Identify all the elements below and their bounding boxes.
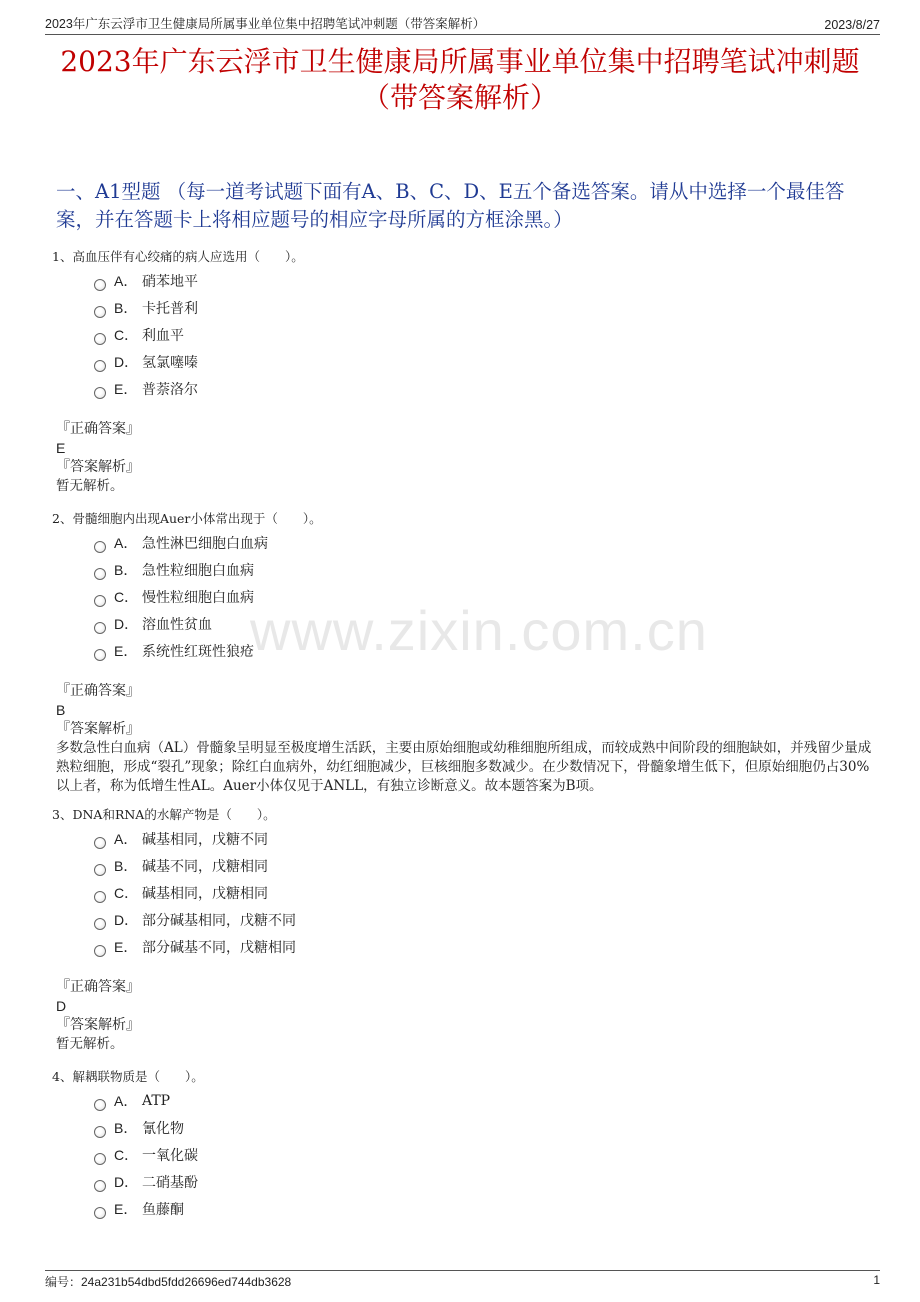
explain-label: 『答案解析』 (56, 1017, 140, 1033)
option-list (52, 825, 880, 960)
header-doc-title: 2023年广东云浮市卫生健康局所属事业单位集中招聘笔试冲刺题（带答案解析） (45, 17, 486, 31)
option-c[interactable]: C． 慢性粒细胞白血病 (94, 583, 880, 610)
answer-value: D (56, 998, 67, 1014)
answer-value: B (56, 702, 66, 718)
option-e[interactable]: E． 鱼藤酮 (94, 1195, 880, 1222)
question-3 (52, 807, 880, 1054)
page-footer (45, 1270, 880, 1291)
option-d[interactable]: D． 氢氯噻嗪 (94, 348, 880, 375)
answer-label: 『正确答案』 (56, 683, 140, 699)
radio-icon[interactable] (94, 622, 106, 634)
question-stem: 3、DNA和RNA的水解产物是（ ）。 (52, 807, 276, 822)
answer-block (56, 420, 880, 496)
question-stem: 1、高血压伴有心绞痛的病人应选用（ ）。 (52, 249, 304, 264)
radio-icon[interactable] (94, 649, 106, 661)
option-list (52, 529, 880, 664)
option-b[interactable]: B． 碱基不同，戊糖相同 (94, 852, 880, 879)
option-c[interactable]: C． 碱基相同，戊糖相同 (94, 879, 880, 906)
option-a[interactable]: A． 碱基相同，戊糖不同 (94, 825, 880, 852)
question-2 (52, 511, 880, 796)
radio-icon[interactable] (94, 945, 106, 957)
document-id: 编号：24a231b54dbd5fdd26696ed744db3628 (45, 1275, 292, 1289)
option-d[interactable]: D． 溶血性贫血 (94, 610, 880, 637)
page-number: 1 (873, 1273, 880, 1287)
page-title: 2023年广东云浮市卫生健康局所属事业单位集中招聘笔试冲刺题（带答案解析） (60, 45, 860, 114)
radio-icon[interactable] (94, 1099, 106, 1111)
watermark: www.zixin.com.cn (250, 599, 708, 662)
explanation: 暂无解析。 (56, 1036, 124, 1052)
question-stem: 2、骨髓细胞内出现Auer小体常出现于（ ）。 (52, 511, 322, 526)
option-list (52, 1087, 880, 1222)
explain-label: 『答案解析』 (56, 721, 140, 737)
radio-icon[interactable] (94, 918, 106, 930)
radio-icon[interactable] (94, 360, 106, 372)
option-e[interactable]: E． 系统性红斑性狼疮 (94, 637, 880, 664)
option-d[interactable]: D． 部分碱基相同，戊糖不同 (94, 906, 880, 933)
question-1 (52, 249, 880, 496)
radio-icon[interactable] (94, 306, 106, 318)
explanation: 多数急性白血病（AL）骨髓象呈明显至极度增生活跃，主要由原始细胞或幼稚细胞所组成，而较成熟中间阶段的细胞缺如，并残留少量成熟粒细胞，形成“裂孔”现象；除红白血病外，幼红细胞减少，巨核细胞多数减少。在少数情况下，骨髓象增生低下，但原始细胞仍占30%以上者，称为低增生性AL。Auer小体仅见于ANLL，有独立诊断意义。故本题答案为B项。 (56, 740, 872, 794)
question-stem: 4、解耦联物质是（ ）。 (52, 1069, 204, 1084)
option-a[interactable]: A． 硝苯地平 (94, 267, 880, 294)
radio-icon[interactable] (94, 837, 106, 849)
question-4 (52, 1069, 880, 1222)
radio-icon[interactable] (94, 1153, 106, 1165)
option-list (52, 267, 880, 402)
option-b[interactable]: B． 急性粒细胞白血病 (94, 556, 880, 583)
radio-icon[interactable] (94, 541, 106, 553)
option-a[interactable]: A． ATP (94, 1087, 880, 1114)
radio-icon[interactable] (94, 333, 106, 345)
radio-icon[interactable] (94, 279, 106, 291)
radio-icon[interactable] (94, 891, 106, 903)
option-e[interactable]: E． 普萘洛尔 (94, 375, 880, 402)
radio-icon[interactable] (94, 864, 106, 876)
radio-icon[interactable] (94, 595, 106, 607)
option-c[interactable]: C． 一氧化碳 (94, 1141, 880, 1168)
page-header (45, 12, 880, 35)
option-c[interactable]: C． 利血平 (94, 321, 880, 348)
option-a[interactable]: A． 急性淋巴细胞白血病 (94, 529, 880, 556)
answer-value: E (56, 440, 66, 456)
radio-icon[interactable] (94, 387, 106, 399)
radio-icon[interactable] (94, 568, 106, 580)
radio-icon[interactable] (94, 1207, 106, 1219)
option-e[interactable]: E． 部分碱基不同，戊糖相同 (94, 933, 880, 960)
explain-label: 『答案解析』 (56, 459, 140, 475)
section-heading: 一、A1型题 （每一道考试题下面有A、B、C、D、E五个备选答案。请从中选择一个最佳答案，并在答题卡上将相应题号的相应字母所属的方框涂黑。） (56, 180, 845, 231)
header-date: 2023/8/27 (824, 18, 880, 32)
explanation: 暂无解析。 (56, 478, 124, 494)
option-d[interactable]: D． 二硝基酚 (94, 1168, 880, 1195)
radio-icon[interactable] (94, 1126, 106, 1138)
option-b[interactable]: B． 卡托普利 (94, 294, 880, 321)
answer-block (56, 978, 880, 1054)
answer-block (56, 682, 880, 796)
answer-label: 『正确答案』 (56, 421, 140, 437)
radio-icon[interactable] (94, 1180, 106, 1192)
option-b[interactable]: B． 氰化物 (94, 1114, 880, 1141)
answer-label: 『正确答案』 (56, 979, 140, 995)
